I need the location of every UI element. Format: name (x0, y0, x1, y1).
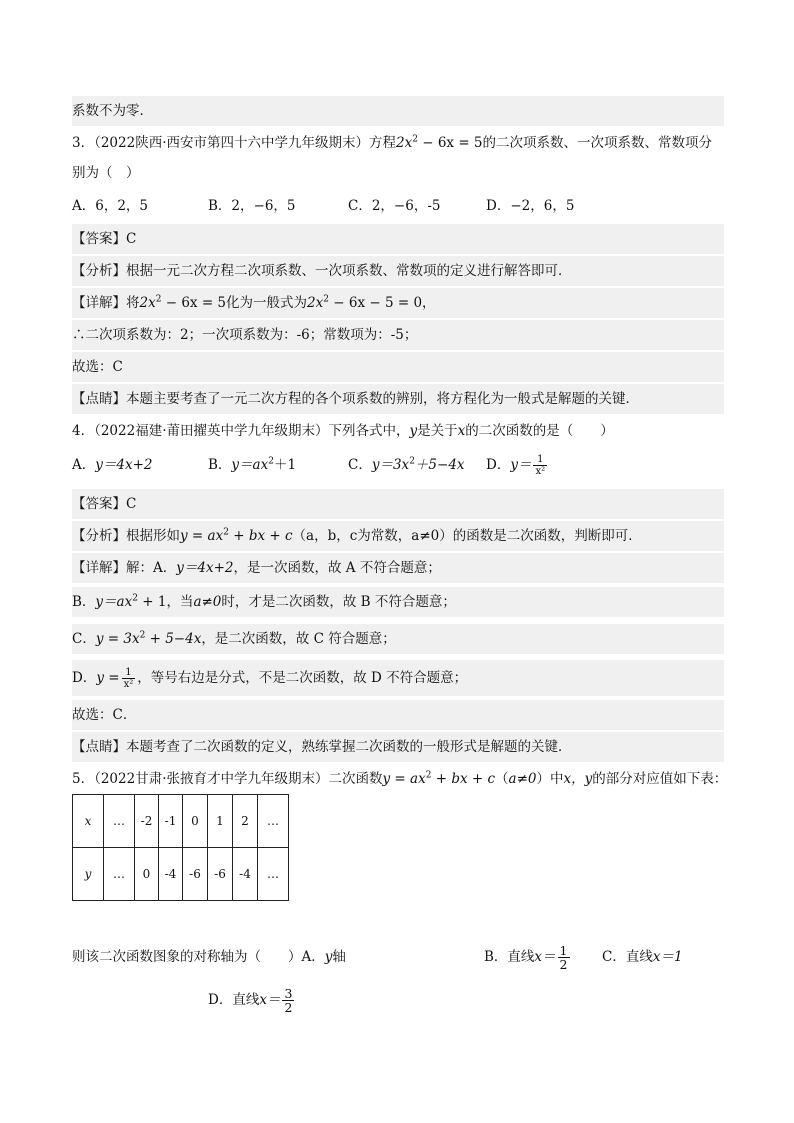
detail-text-2: 化为一般式为 (226, 295, 308, 311)
q3-equation: $2x^2 - 6x = 5$ (396, 134, 483, 151)
q4-detail-b: B．$y=ax^2 + 1$，当a≠0时，才是二次函数，故 B 不符合题意； (72, 587, 724, 617)
choose-text: 故选：C． (72, 707, 137, 723)
q4-options (72, 450, 724, 480)
table-cell: -4 (233, 848, 258, 901)
text-line: 系数不为零． (72, 103, 153, 119)
q3-option-b: B．2，−6，5 (208, 198, 296, 214)
table-cell: -6 (183, 848, 208, 901)
q5-stem: 5．（2022甘肃·张掖育才中学九年级期末）二次函数$y = ax^2$ + bx + c（a≠0）中x，y的部分对应值如下表： (72, 770, 728, 787)
q5-option-b: B．直线x＝ $\frac{1}{2}$ (484, 943, 568, 972)
table-cell: 2 (233, 795, 258, 848)
q3-therefore (72, 320, 724, 350)
q5-option-d: D．直线x＝ $\frac{3}{2}$ (208, 986, 293, 1015)
analysis-text-2: （a，b，c为常数，a≠0）的函数是二次函数，判断即可． (292, 528, 642, 544)
answer-text: 【答案】C (72, 231, 137, 247)
general-form: y = ax (180, 528, 224, 544)
q4-detail-d: D．y = $\frac{1}{\text{x²}}$ ，等号右边是分式，不是二次函数，故 D 不符合题意； (72, 660, 724, 696)
q3-comment (72, 384, 724, 414)
q4-option-c: C．$y=3x^2+5-4x$ (348, 456, 465, 473)
q3-choose (72, 352, 724, 382)
choose-text: 故选：C (72, 359, 123, 375)
q5-stem-text: 5．（2022甘肃·张掖育才中学九年级期末）二次函数 (72, 771, 383, 787)
table-cell: y (73, 848, 104, 901)
q4-stem (72, 416, 724, 446)
table-cell: 0 (183, 795, 208, 848)
table-cell: -6 (208, 848, 233, 901)
q5-question: 则该二次函数图象的对称轴为（ ）A．y轴 B．直线x＝ $\frac{1}{2}$ C．直线x＝1 (72, 940, 724, 974)
q4-stem-text-3: 的二次函数的是（ ） (465, 423, 614, 439)
q5-option-c: C．直线x＝1 (602, 949, 683, 965)
q3-stem-text: 3．（2022陕西·西安市第四十六中学九年级期末）方程 (72, 135, 396, 151)
therefore-text: ∴二次项系数为：2；一次项系数为：-6；常数项为：-5； (72, 327, 418, 343)
comment-text: 【点睛】本题主要考查了一元二次方程的各个项系数的辨别，将方程化为一般式是解题的关键． (72, 391, 639, 407)
q3-option-c: C．2，−6，-5 (348, 198, 441, 214)
q3-equation-2: $2x^2 - 6x - 5 = 0$ (307, 294, 423, 311)
fraction: $\frac{1}{2}$ (559, 943, 568, 972)
table-row-y (73, 848, 289, 901)
answer-text: 【答案】C (72, 496, 137, 512)
fraction: $\frac{1}{\text{x²}}$ (535, 454, 546, 477)
q4-analysis: 【分析】根据形如$y = ax^2$ + bx + c（a，b，c为常数，a≠0）的函数是二次函数，判断即可． (72, 521, 724, 551)
q4-answer (72, 489, 724, 519)
fraction: $\frac{1}{\text{x²}}$ (123, 667, 134, 690)
table-cell: -1 (159, 795, 183, 848)
q4-comment (72, 732, 724, 762)
fraction: $\frac{3}{2}$ (284, 986, 293, 1015)
q5-option-d-line (72, 982, 724, 1018)
table-cell: … (104, 848, 135, 901)
table-cell: -2 (135, 795, 159, 848)
q4-option-d: D．y＝ $\frac{1}{\text{x²}}$ (486, 454, 546, 477)
q3-analysis (72, 256, 724, 286)
detail-text-3: ， (422, 295, 436, 311)
q4-detail: 【详解】解：A．y＝4x+2，是一次函数，故 A 不符合题意； (72, 553, 724, 583)
continued-text (72, 96, 724, 126)
q4-option-a: A．y＝4x+2 (72, 457, 153, 473)
var-x: x (457, 423, 466, 439)
comment-text: 【点睛】本题考查了二次函数的定义，熟练掌握二次函数的一般形式是解题的关键． (72, 739, 572, 755)
q3-options (72, 191, 724, 221)
q4-stem-text-2: 是关于 (417, 423, 458, 439)
table-cell: x (73, 795, 104, 848)
q3-option-d: D．−2，6，5 (486, 198, 575, 214)
table-cell: -4 (159, 848, 183, 901)
q4-option-b: B．$y=ax^2+1$ (208, 456, 297, 473)
q4-choose (72, 700, 724, 730)
analysis-text: 【分析】根据形如 (72, 528, 180, 544)
q4-stem-text: 4．（2022福建·莆田擢英中学九年级期末）下列各式中， (72, 423, 410, 439)
table-cell: 0 (135, 848, 159, 901)
q3-equation-1: $2x^2 - 6x = 5$ (139, 294, 227, 311)
table-cell: … (258, 795, 289, 848)
q3-detail (72, 288, 724, 318)
detail-text: 【详解】将 (72, 295, 140, 311)
q3-stem (72, 128, 724, 158)
table-row-x (73, 795, 289, 848)
q3-stem-text-2: 的二次项系数、一次项系数、常数项分 (482, 135, 713, 151)
var-y: y (409, 423, 418, 439)
q3-stem-text-3: 别为（ ） (72, 165, 140, 181)
table-cell: 1 (208, 795, 233, 848)
q3-answer (72, 224, 724, 254)
table-cell: … (258, 848, 289, 901)
detail-text-2: ，是一次函数，故 A 不符合题意； (233, 560, 441, 576)
q4-detail-c: C．$y = 3x^2 + 5-4x$，是二次函数，故 C 符合题意； (72, 624, 724, 654)
value-table (72, 794, 289, 901)
q3-stem-cont (72, 158, 724, 188)
table-cell: … (104, 795, 135, 848)
detail-text: 【详解】解：A． (72, 560, 177, 576)
analysis-text: 【分析】根据一元二次方程二次项系数、一次项系数、常数项的定义进行解答即可． (72, 263, 572, 279)
q5-question-text: 则该二次函数图象的对称轴为（ ）A． (72, 949, 325, 965)
q3-option-a: A．6，2，5 (72, 198, 149, 214)
